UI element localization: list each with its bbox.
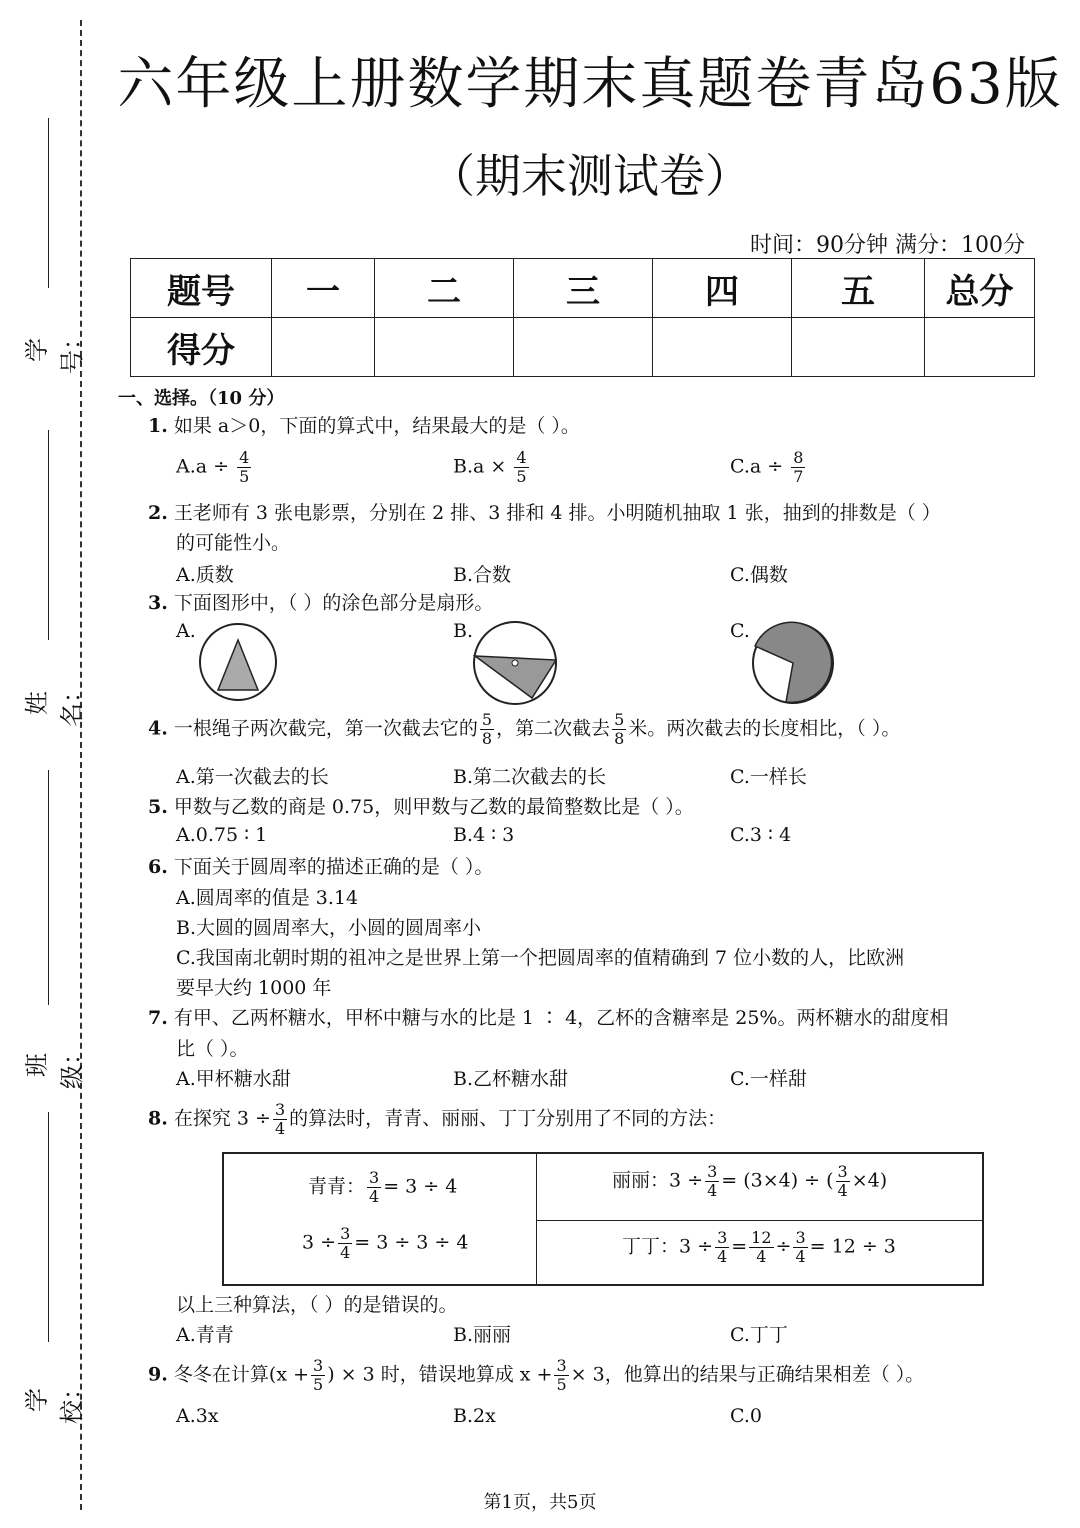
option-b[interactable]: B.第二次截去的长 — [453, 766, 607, 788]
question-text: 甲数与乙数的商是 0.75，则甲数与乙数的最简整数比是（ ）。 — [173, 796, 694, 818]
question-text: 米。两次截去的长度相比，（ ）。 — [628, 717, 901, 740]
question-number: 3. — [148, 592, 168, 614]
divider — [536, 1154, 537, 1284]
question-number: 9. — [148, 1363, 168, 1386]
circle-triangle-figure — [198, 622, 280, 704]
fraction — [480, 712, 494, 747]
question-7-cont: 比（ ）。 — [176, 1038, 249, 1060]
fraction — [338, 1226, 352, 1261]
numerator: 8 — [793, 448, 804, 467]
question-9 — [148, 1358, 1048, 1393]
score-header-cell: 题号 — [131, 259, 272, 318]
question-text: ) × 3 时，错误地算成 x + — [327, 1363, 553, 1386]
option-a[interactable]: A.青青 — [176, 1324, 234, 1346]
score-header-cell: 三 — [514, 259, 653, 318]
question-number: 1. — [148, 415, 168, 437]
fraction — [237, 450, 251, 485]
question-5 — [148, 792, 694, 822]
denominator: 8 — [481, 729, 493, 748]
numerator: 12 — [751, 1228, 772, 1247]
denominator: 5 — [556, 1375, 567, 1394]
fraction — [554, 1358, 568, 1393]
score-header-cell: 总分 — [925, 259, 1035, 318]
page-footer: 第1页，共5页 — [483, 1492, 597, 1513]
student-id-label: 学号： — [23, 326, 86, 374]
question-1 — [148, 411, 580, 441]
option-text: C.a ÷ — [730, 455, 784, 478]
qingqing-method-2 — [302, 1226, 468, 1261]
question-text: 冬冬在计算 — [173, 1363, 269, 1386]
question-text: 下面图形中，（ ）的涂色部分是扇形。 — [173, 592, 494, 614]
denominator: 8 — [614, 729, 625, 748]
option-a[interactable]: A.圆周率的值是 3.14 — [176, 887, 359, 909]
option-a[interactable] — [176, 450, 253, 485]
option-a[interactable]: A. — [176, 620, 196, 642]
option-b[interactable]: B.丽丽 — [453, 1324, 512, 1346]
method-text: 3 ÷ — [302, 1231, 337, 1254]
divider — [536, 1220, 982, 1221]
question-text: 王老师有 3 张电影票，分别在 2 排、3 排和 4 排。小明随机抽取 1 张，抽到的排数是（ ） — [173, 502, 941, 524]
score-header-cell: 一 — [272, 259, 375, 318]
question-8-prompt: 以上三种算法，（ ）的是错误的。 — [176, 1294, 458, 1316]
option-b[interactable] — [453, 450, 531, 485]
method-text: = 12 ÷ 3 — [809, 1235, 896, 1258]
class-line — [48, 770, 49, 1005]
exam-meta: 时间：90分钟 满分：100分 — [750, 233, 1025, 258]
score-table — [130, 258, 1035, 377]
numerator: 3 — [369, 1168, 380, 1187]
denominator: 4 — [707, 1181, 718, 1200]
option-c[interactable]: C.0 — [730, 1405, 762, 1427]
option-c[interactable]: C.一样甜 — [730, 1068, 807, 1090]
score-cell[interactable] — [514, 318, 653, 377]
question-number: 4. — [148, 717, 168, 740]
denominator: 4 — [756, 1247, 767, 1266]
option-b[interactable]: B.乙杯糖水甜 — [453, 1068, 569, 1090]
denominator: 4 — [369, 1187, 380, 1206]
score-cell[interactable] — [375, 318, 514, 377]
score-cell[interactable] — [792, 318, 925, 377]
question-number: 5. — [148, 796, 168, 818]
fraction — [836, 1164, 850, 1199]
option-b[interactable]: B.2x — [453, 1405, 496, 1427]
numerator: 3 — [795, 1228, 806, 1247]
school-line — [48, 1112, 49, 1342]
question-number: 7. — [148, 1007, 168, 1029]
score-row-label: 得分 — [131, 318, 272, 377]
class-label: 班级： — [23, 1041, 86, 1089]
score-cell[interactable] — [272, 318, 375, 377]
qingqing-method-1 — [308, 1170, 457, 1205]
numerator: 5 — [614, 710, 625, 729]
numerator: 3 — [707, 1162, 718, 1181]
score-cell[interactable] — [653, 318, 792, 377]
question-7 — [148, 1003, 1038, 1033]
numerator: 3 — [313, 1356, 324, 1375]
option-b[interactable]: B.合数 — [453, 564, 512, 586]
name-line — [48, 430, 49, 640]
question-text: 如果 a＞0，下面的算式中，结果最大的是（ ）。 — [173, 415, 580, 437]
method-text: = 3 ÷ 3 ÷ 4 — [354, 1231, 469, 1254]
question-text: 一根绳子两次截完，第一次截去它的 — [173, 717, 478, 740]
denominator: 5 — [516, 467, 527, 486]
method-text: ÷ — [775, 1235, 792, 1258]
denominator: 5 — [239, 467, 250, 486]
circle-sector-figure — [750, 620, 836, 706]
option-c[interactable]: C.一样长 — [730, 766, 807, 788]
numerator: 3 — [717, 1228, 728, 1247]
fraction — [705, 1164, 719, 1199]
question-text: 的算法时，青青、丽丽、丁丁分别用了不同的方法： — [289, 1107, 727, 1130]
score-header-cell: 五 — [792, 259, 925, 318]
circle-chord-figure — [472, 620, 558, 706]
numerator: 5 — [481, 710, 493, 729]
question-2-cont: 的可能性小。 — [176, 532, 291, 554]
denominator: 4 — [274, 1119, 286, 1138]
dingding-method — [622, 1230, 896, 1265]
question-4 — [148, 712, 1048, 747]
numerator: 4 — [239, 448, 250, 467]
question-text: 有甲、乙两杯糖水，甲杯中糖与水的比是 1 ∶ 4，乙杯的含糖率是 25%。两杯糖水的甜度相 — [173, 1007, 949, 1029]
fraction — [715, 1230, 729, 1265]
option-c[interactable]: C.丁丁 — [730, 1324, 788, 1346]
denominator: 7 — [793, 467, 804, 486]
question-text: 在探究 3 ÷ — [173, 1107, 271, 1130]
option-c[interactable]: C.3 ∶ 4 — [730, 824, 792, 846]
option-b[interactable]: B.大圆的圆周率大，小圆的圆周率小 — [176, 917, 482, 939]
question-text: × 3，他算出的结果与正确结果相差（ ）。 — [570, 1363, 925, 1386]
question-text: 下面关于圆周率的描述正确的是（ ）。 — [173, 856, 494, 878]
question-number: 2. — [148, 502, 168, 524]
method-text: ×4) — [851, 1169, 888, 1192]
question-text: (x + — [268, 1363, 309, 1386]
option-text: A.a ÷ — [176, 455, 230, 478]
fraction — [791, 450, 805, 485]
method-text: = — [731, 1235, 748, 1258]
page-subtitle: （期末测试卷） — [429, 149, 751, 203]
page-title: 六年级上册数学期末真题卷青岛63版 — [117, 52, 1063, 117]
numerator: 4 — [516, 448, 527, 467]
denominator: 5 — [313, 1375, 324, 1394]
fraction — [514, 450, 528, 485]
fraction — [749, 1230, 773, 1265]
option-b[interactable]: B.4 ∶ 3 — [453, 824, 515, 846]
option-a[interactable]: A.3x — [176, 1405, 219, 1427]
numerator: 3 — [556, 1356, 567, 1375]
denominator: 4 — [717, 1247, 728, 1266]
method-text: = (3×4) ÷ ( — [721, 1169, 834, 1192]
score-header-row — [131, 259, 1035, 318]
option-a[interactable]: A.0.75 ∶ 1 — [176, 824, 268, 846]
denominator: 4 — [795, 1247, 806, 1266]
option-c-cont: 要早大约 1000 年 — [176, 977, 332, 999]
option-text: B.a × — [453, 455, 507, 478]
question-text: ，第二次截去 — [496, 717, 611, 740]
denominator: 4 — [837, 1181, 848, 1200]
question-6 — [148, 852, 493, 882]
score-header-cell: 四 — [653, 259, 792, 318]
numerator: 3 — [837, 1162, 848, 1181]
question-number: 6. — [148, 856, 168, 878]
denominator: 4 — [340, 1243, 351, 1262]
fraction — [612, 712, 626, 747]
fraction — [273, 1102, 287, 1137]
score-header-cell: 二 — [375, 259, 514, 318]
fraction — [311, 1358, 325, 1393]
option-c[interactable]: C.偶数 — [730, 564, 788, 586]
numerator: 3 — [274, 1100, 286, 1119]
fraction — [367, 1170, 381, 1205]
methods-box — [222, 1152, 984, 1286]
question-2 — [148, 498, 1033, 528]
option-b[interactable]: B. — [453, 620, 474, 642]
method-text: = 3 ÷ 4 — [383, 1175, 458, 1198]
option-a[interactable]: A.质数 — [176, 564, 234, 586]
section-heading: 一、选择。（10 分） — [118, 388, 285, 409]
question-3 — [148, 588, 493, 618]
lili-method — [612, 1164, 887, 1199]
option-c[interactable] — [730, 450, 807, 485]
question-8 — [148, 1102, 726, 1137]
option-a[interactable]: A.第一次截去的长 — [176, 766, 329, 788]
option-c[interactable]: C.我国南北朝时期的祖冲之是世界上第一个把圆周率的值精确到 7 位小数的人，比欧洲 — [176, 947, 905, 969]
score-cell[interactable] — [925, 318, 1035, 377]
score-value-row — [131, 318, 1035, 377]
school-label: 学校： — [23, 1376, 86, 1424]
method-text: 青青： — [308, 1175, 366, 1198]
method-text: 丁丁：3 ÷ — [622, 1235, 714, 1258]
name-label: 姓名： — [23, 679, 86, 727]
method-text: 丽丽：3 ÷ — [612, 1169, 704, 1192]
option-a[interactable]: A.甲杯糖水甜 — [176, 1068, 291, 1090]
option-c[interactable]: C. — [730, 620, 750, 642]
question-number: 8. — [148, 1107, 168, 1130]
binding-dashed-line — [80, 20, 82, 1510]
fraction — [793, 1230, 807, 1265]
numerator: 3 — [340, 1224, 351, 1243]
